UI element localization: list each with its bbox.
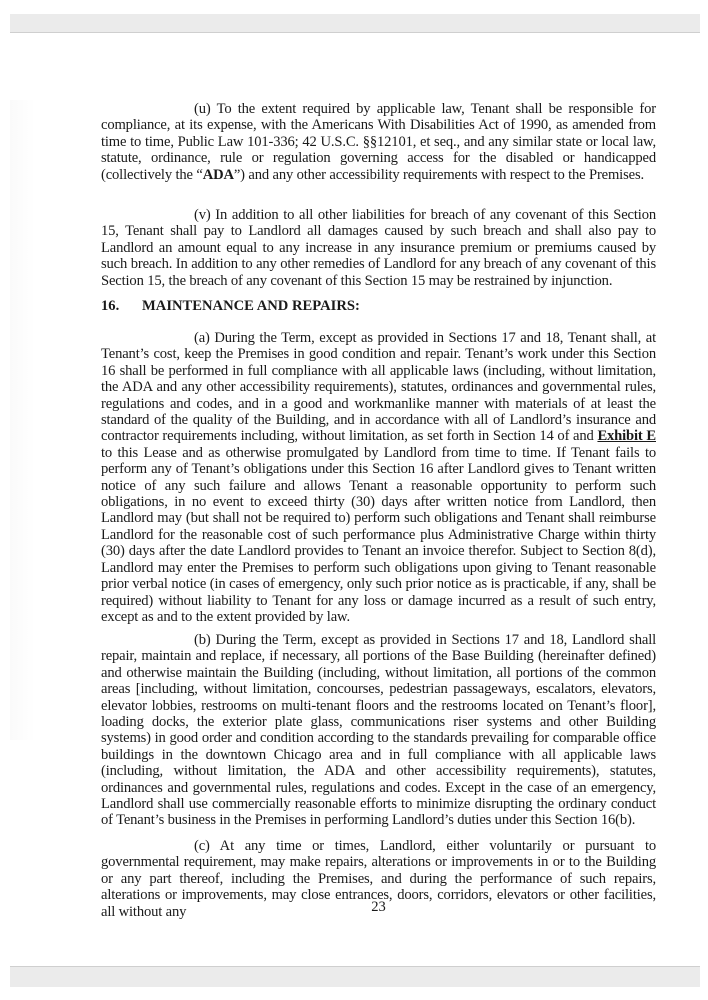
section-number: 16. xyxy=(101,298,120,314)
paragraph-a-text-after: to this Lease and as otherwise promulgated by Landlord from time to time. If Tenant fails to perform any of Tenant’s obligations under this Section 16 after Landlord gives to Tenant written notice of any such failure and allows Tenant a reasonable opportunity to perform such obligations, in no event to exceed thirty (30) days after written notice from Landlord, then Landlord may (but shall not be required to) perform such obligations and Tenant shall reimburse Landlord for the reasonable cost of such performance plus Administrative Charge within thirty (30) days after the date Landlord provides to Tenant an invoice therefor. Subject to Section 8(d), Landlord may enter the Premises to perform such obligations upon giving to Tenant reasonable prior verbal notice (in cases of emergency, only such prior notice as is practicable, if any, shall be required) without liability to Tenant for any loss or damage incurred as a result of such entry, except as and to the extent provided by law. xyxy=(101,444,656,625)
paragraph-c-text: (c) At any time or times, Landlord, either voluntarily or pursuant to governmental requirement, may make repairs, alterations or improvements in or to the Building or any part thereof, including the Premises, and during the performance of such repairs, alterations or improvements, may close entrances, doors, corridors, elevators or other facilities, all without any xyxy=(101,838,656,920)
paragraph-u xyxy=(101,101,656,183)
exhibit-e-link[interactable]: Exhibit E xyxy=(597,428,656,445)
page-number: 23 xyxy=(371,899,386,915)
paragraph-v xyxy=(101,207,656,289)
paragraph-a-text: (a) During the Term, except as provided in Sections 17 and 18, Tenant shall, at Tenant’s cost, keep the Premises in good condition and repair. Tenant’s work under this Section 16 shall be performed in full compliance with all applicable laws (including, without limitation, the ADA and any other accessibility requirements), statutes, ordinances and governmental rules, regulations and codes, and in a good and workmanlike manner with materials of at least the standard of the quality of the Building, and in accordance with all of Landlord’s insurance and contractor requirements including, without limitation, as set forth in Section 14 of and xyxy=(101,330,656,445)
paragraph-u-text: (u) To the extent required by applicable law, Tenant shall be responsible for compliance, at its expense, with the Americans With Disabilities Act of 1990, as amended from time to time, Public Law 101-336; 42 U.S.C. §§12101, et seq., and any similar state or local law, statute, ordinance, rule or regulation governing access for the disabled or handicapped (collectively the “ xyxy=(101,101,656,183)
paragraph-b-text: (b) During the Term, except as provided in Sections 17 and 18, Landlord shall repair, maintain and replace, if necessary, all portions of the Base Building (hereinafter defined) and otherwise maintain the Building (including, without limitation, all portions of the common areas [including, without limitation, concourses, pedestrian passageways, escalators, elevators, elevator lobbies, restrooms on multi-tenant floors and the restrooms located on Tenant’s floor], loading docks, the exterior plate glass, communications riser systems and other Building systems) in good order and condition according to the standards prevailing for comparable office buildings in the downtown Chicago area and in full compliance with all applicable laws (including, without limitation, the ADA and other accessibility requirements), statutes, ordinances and governmental rules, regulations and codes. Except in the case of an emergency, Landlord shall use commercially reasonable efforts to minimize disrupting the ordinary conduct of Tenant’s business in the Premises in performing Landlord’s duties under this Section 16(b). xyxy=(101,632,656,829)
scan-margin-shadow xyxy=(10,100,36,740)
section-16-heading xyxy=(101,298,360,314)
defined-term-ada: ADA xyxy=(202,166,234,183)
paragraph-v-text: (v) In addition to all other liabilities for breach of any covenant of this Section 15, Tenant shall pay to Landlord all damages caused by such breach and shall also pay to Landlord an amount equal to any increase in any insurance premium or premiums caused by such breach. In addition to any other remedies of Landlord for any breach of any covenant of this Section 15, the breach of any covenant of this Section 15 may be restrained by injunction. xyxy=(101,207,656,289)
section-title: MAINTENANCE AND REPAIRS: xyxy=(142,298,360,314)
scan-header-band xyxy=(10,14,700,33)
scan-footer-band xyxy=(10,966,700,987)
paragraph-b xyxy=(101,632,656,829)
paragraph-a xyxy=(101,330,656,625)
paragraph-u-text-after: ”) and any other accessibility requirements with respect to the Premises. xyxy=(233,166,644,183)
